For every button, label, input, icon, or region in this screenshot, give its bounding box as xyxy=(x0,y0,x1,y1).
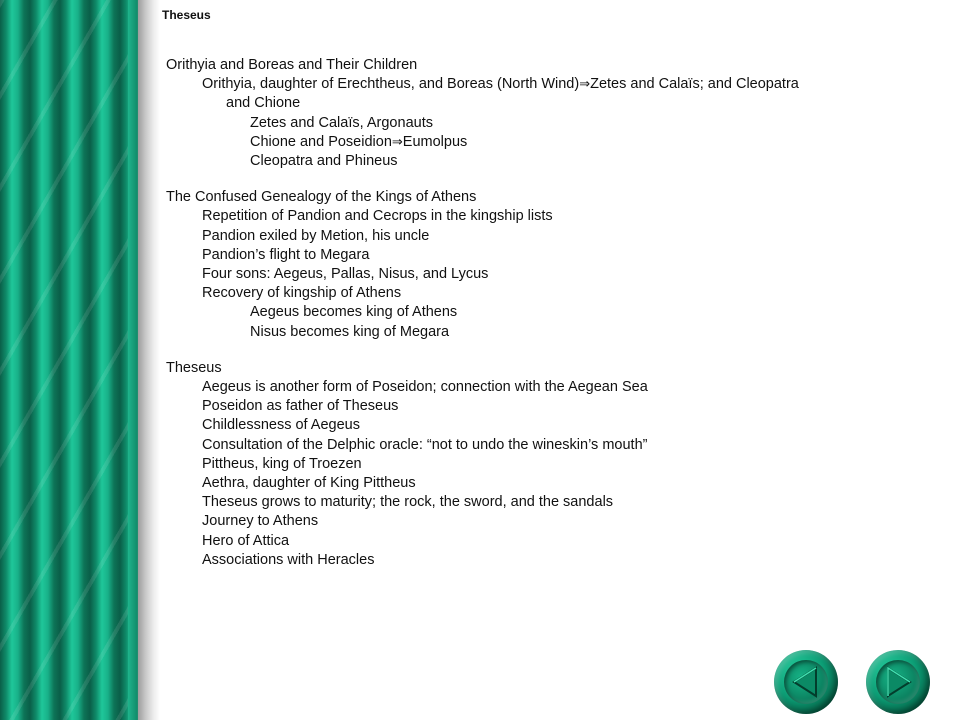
outline-item: Recovery of kingship of Athens xyxy=(202,285,402,302)
section-heading: Orithyia and Boreas and Their Children xyxy=(166,57,418,73)
outline-item: Pandion’s flight to Megara xyxy=(202,246,370,263)
section-heading: The Confused Genealogy of the Kings of Athens xyxy=(166,189,477,206)
outline-item: Associations with Heracles xyxy=(202,551,375,568)
next-slide-button[interactable] xyxy=(866,650,930,714)
outline-item: Pandion exiled by Metion, his uncle xyxy=(202,227,430,244)
outline-item: Pittheus, king of Troezen xyxy=(202,455,362,472)
implies-arrow-icon: ⇒ xyxy=(579,77,591,93)
outline-item: Aegeus is another form of Poseidon; connection with the Aegean Sea xyxy=(202,379,648,396)
previous-triangle-icon xyxy=(774,650,838,714)
outline-item: Aethra, daughter of King Pittheus xyxy=(202,475,416,492)
outline-subitem: Nisus becomes king of Megara xyxy=(250,323,450,340)
section-heading: Theseus xyxy=(166,359,222,376)
outline-item-continuation: and Chione xyxy=(226,95,301,112)
outline-item: Hero of Attica xyxy=(202,532,290,549)
slide-header-title: Theseus xyxy=(162,8,211,22)
outline-item: Consultation of the Delphic oracle: “not to undo the wineskin’s mouth” xyxy=(202,436,648,453)
outline-item: Journey to Athens xyxy=(202,513,319,530)
slide-outline xyxy=(166,56,886,570)
next-triangle-icon xyxy=(866,650,930,714)
outline-subitem: Aegeus becomes king of Athens xyxy=(250,304,458,321)
outline-item: Theseus grows to maturity; the rock, the sword, and the sandals xyxy=(202,494,614,511)
outline-subitem: Cleopatra and Phineus xyxy=(250,153,398,170)
outline-subitem: Zetes and Calaïs, Argonauts xyxy=(250,114,433,131)
implies-arrow-icon: ⇒ xyxy=(391,134,403,150)
outline-item: Repetition of Pandion and Cecrops in the kingship lists xyxy=(202,208,553,225)
outline-item: Childlessness of Aegeus xyxy=(202,417,360,434)
outline-item: Four sons: Aegeus, Pallas, Nisus, and Lycus xyxy=(202,266,489,283)
previous-slide-button[interactable] xyxy=(774,650,838,714)
outline-item: Orithyia, daughter of Erechtheus, and Boreas (North Wind)⇒Zetes and Calaïs; and Cleopatra xyxy=(202,76,799,93)
outline-subitem: Chione and Poseidion⇒Eumolpus xyxy=(250,133,468,150)
curtain-edge-shadow xyxy=(128,0,160,720)
outline-item: Poseidon as father of Theseus xyxy=(202,398,399,415)
